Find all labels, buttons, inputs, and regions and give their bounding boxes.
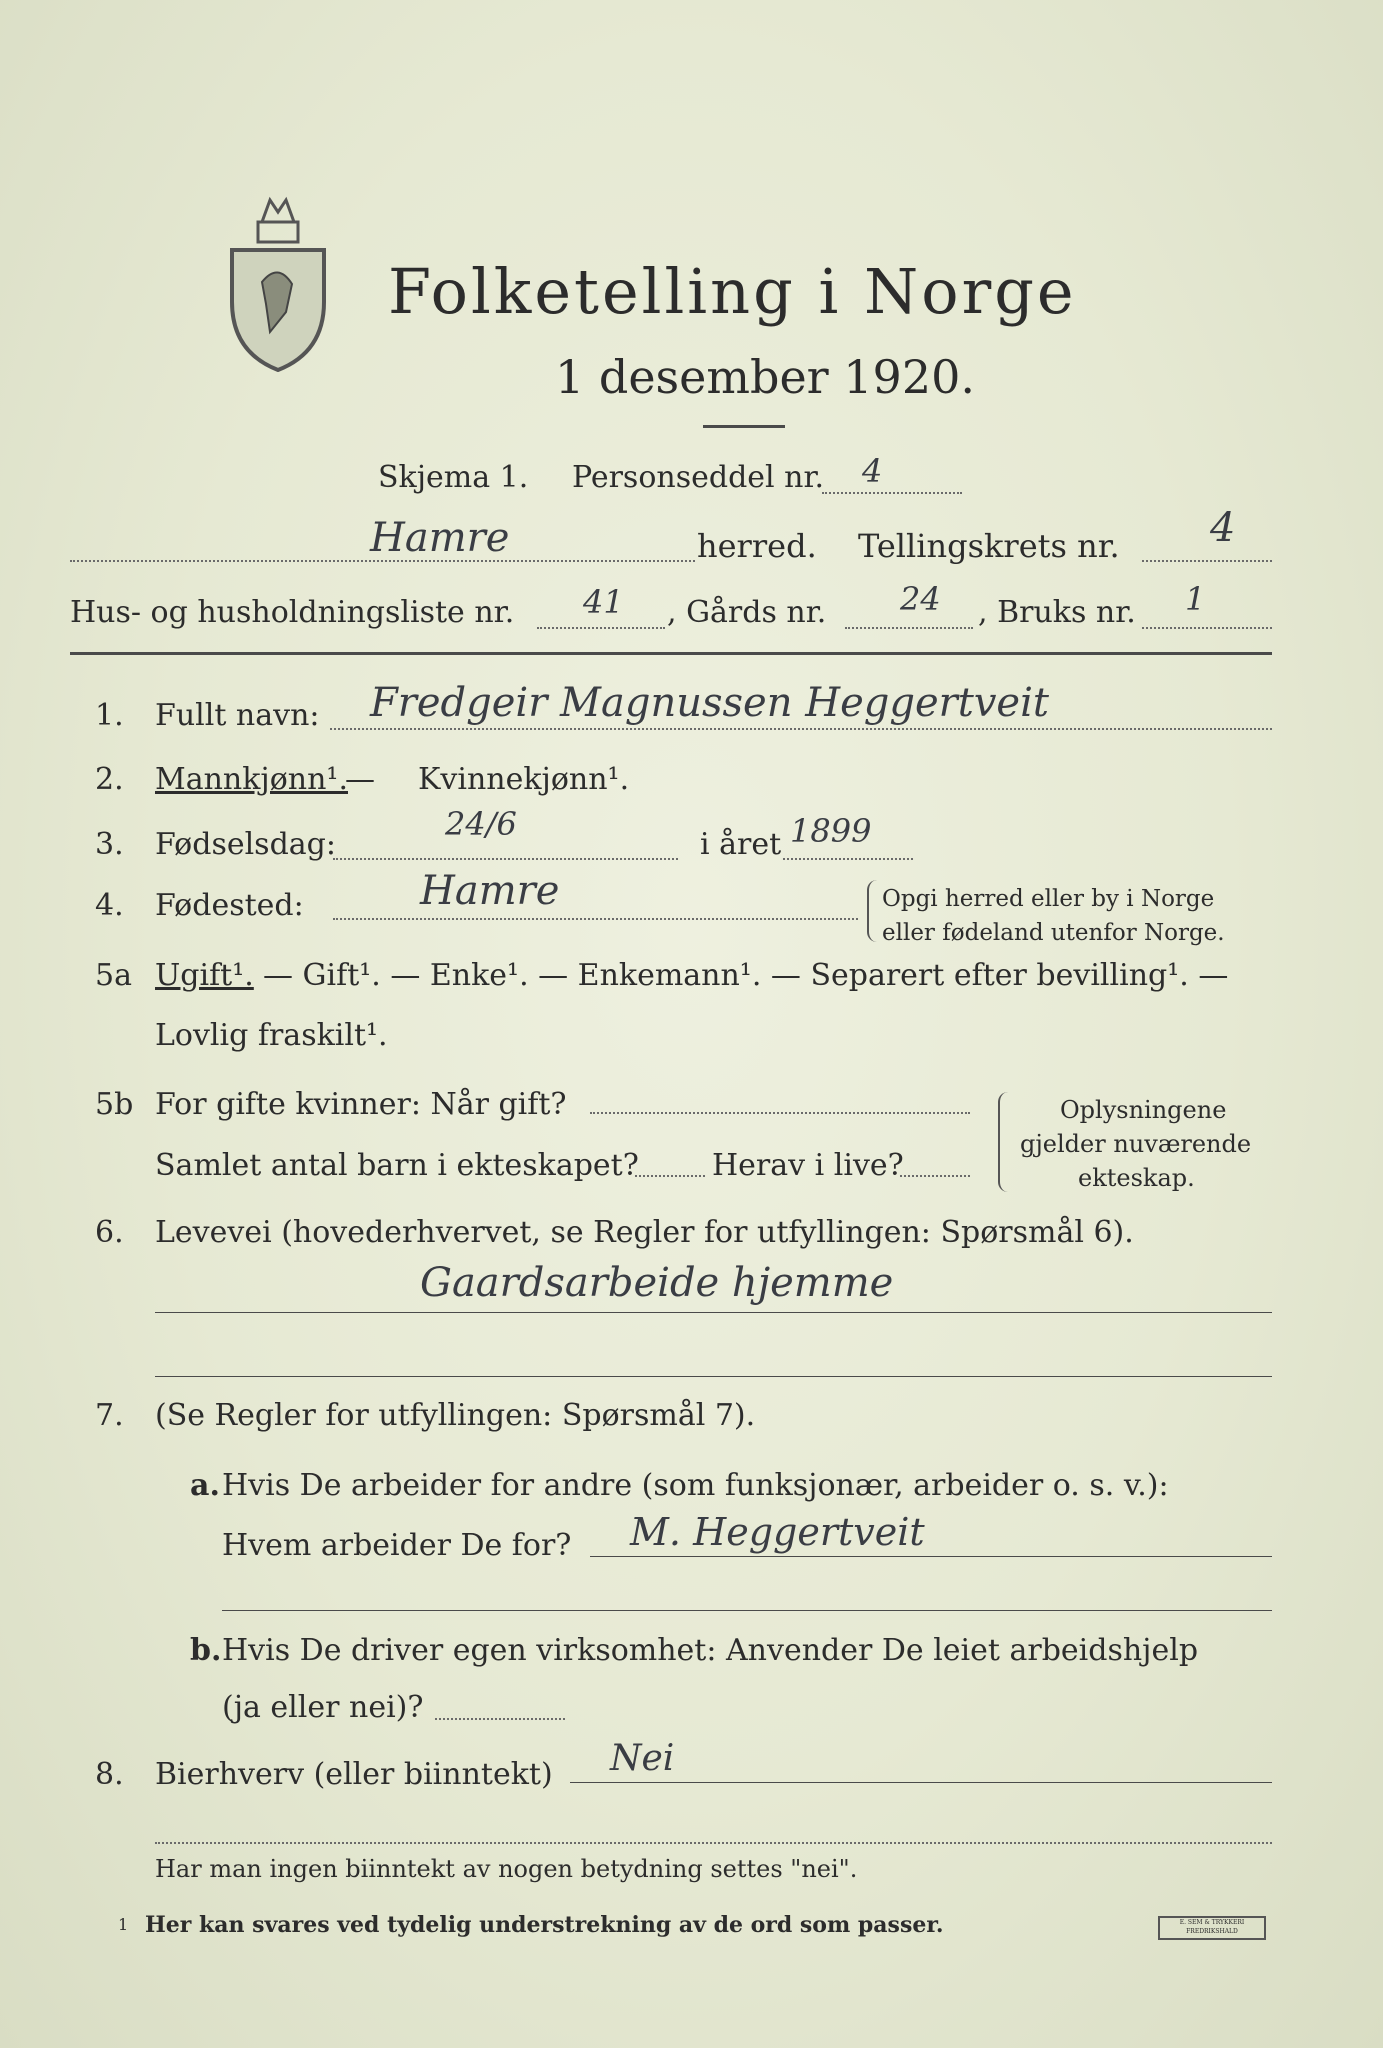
hus-field[interactable] [537, 627, 665, 629]
q8-label: Bierhverv (eller biinntekt) [155, 1757, 553, 1792]
header-divider [70, 652, 1272, 655]
gards-field[interactable] [845, 627, 973, 629]
bruks-value: 1 [1185, 580, 1206, 618]
q6-number: 6. [95, 1215, 124, 1250]
gards-value: 24 [900, 580, 941, 618]
footnote-number: 1 [118, 1915, 129, 1934]
q3-number: 3. [95, 827, 124, 862]
q5b-note-line1: Oplysningene [1060, 1096, 1227, 1124]
q6-label: Levevei (hovederhvervet, se Regler for utfyllingen: Spørsmål 6). [155, 1215, 1134, 1250]
q5b-label3: Herav i live? [712, 1148, 904, 1183]
levevei-line-1[interactable] [155, 1312, 1272, 1313]
fullt-navn-value: Fredgeir Magnussen Heggertveit [370, 680, 1049, 726]
herav-i-live-field[interactable] [900, 1175, 970, 1177]
q7-number: 7. [95, 1398, 124, 1433]
form-title: Folketelling i Norge [388, 255, 1077, 328]
bierhverv-field[interactable] [570, 1782, 1272, 1783]
levevei-value: Gaardsarbeide hjemme [420, 1260, 894, 1306]
q5b-note-line2: gjelder nuværende [1020, 1130, 1252, 1158]
bierhverv-value: Nei [610, 1738, 675, 1779]
q3-year-label: i året [700, 827, 782, 862]
q4-brace [867, 880, 877, 942]
q8-number: 8. [95, 1757, 124, 1792]
personseddel-label: Personseddel nr. [572, 460, 825, 495]
q5a-options[interactable]: — Gift¹. — Enke¹. — Enkemann¹. — Separert efter bevilling¹. — [263, 958, 1229, 993]
tellingskrets-field[interactable] [1142, 560, 1272, 562]
fullt-navn-field[interactable] [330, 728, 1272, 730]
q7a-letter: a. [190, 1468, 220, 1503]
q1-label: Fullt navn: [155, 698, 320, 733]
q2-number: 2. [95, 762, 124, 797]
year-value: 1899 [790, 812, 872, 850]
fodested-value: Hamre [420, 868, 560, 914]
q4-note-line2: eller fødeland utenfor Norge. [882, 920, 1225, 946]
arbeider-for-field[interactable] [590, 1556, 1272, 1557]
footer-divider [155, 1842, 1272, 1844]
q5b-label2: Samlet antal barn i ekteskapet? [155, 1148, 639, 1183]
personseddel-value: 4 [862, 452, 883, 490]
printer-stamp-text: E. SEM & TRYKKERI FREDRIKSHALD [1179, 1919, 1245, 1935]
herred-label: herred. [697, 527, 817, 565]
fodselsdag-value: 24/6 [445, 805, 517, 843]
hus-label: Hus- og husholdningsliste nr. [70, 595, 515, 630]
footnote-text: Her kan svares ved tydelig understrekning av de ord som passer. [145, 1912, 944, 1938]
q4-note-line1: Opgi herred eller by i Norge [882, 886, 1215, 912]
q5a-fraskilt[interactable]: Lovlig fraskilt¹. [155, 1018, 388, 1053]
personseddel-field[interactable] [822, 492, 962, 494]
arbeider-for-line-2[interactable] [222, 1610, 1272, 1611]
gards-label: , Gårds nr. [667, 595, 827, 630]
hus-value: 41 [583, 583, 624, 621]
q4-label: Fødested: [155, 888, 304, 923]
bruks-field[interactable] [1142, 627, 1272, 629]
year-field[interactable] [783, 858, 913, 860]
q7a-question: Hvem arbeider De for? [222, 1528, 572, 1563]
q4-number: 4. [95, 888, 124, 923]
q3-label: Fødselsdag: [155, 827, 336, 862]
q7a-label: Hvis De arbeider for andre (som funksjonær, arbeider o. s. v.): [222, 1468, 1169, 1503]
leiet-hjelp-field[interactable] [435, 1718, 565, 1720]
fodested-field[interactable] [333, 918, 858, 920]
bruks-label: , Bruks nr. [978, 595, 1136, 630]
q7b-letter: b. [190, 1633, 222, 1668]
arbeider-for-value: M. Heggertveit [630, 1510, 925, 1554]
q2-female[interactable]: Kvinnekjønn¹. [418, 762, 630, 797]
printer-stamp [1158, 1916, 1266, 1940]
tellingskrets-value: 4 [1210, 505, 1236, 551]
q5b-label1: For gifte kvinner: Når gift? [155, 1087, 567, 1122]
q5b-number: 5b [95, 1087, 134, 1122]
nar-gift-field[interactable] [590, 1112, 970, 1114]
q2-male[interactable]: Mannkjønn¹. [155, 762, 348, 797]
form-date: 1 desember 1920. [555, 350, 975, 404]
coat-of-arms-icon [222, 192, 334, 376]
footer-note: Har man ingen biinntekt av nogen betydning settes "nei". [155, 1855, 858, 1883]
title-divider [703, 425, 785, 428]
tellingskrets-label: Tellingskrets nr. [858, 527, 1120, 565]
q7-label: (Se Regler for utfyllingen: Spørsmål 7). [155, 1398, 756, 1433]
q5a-ugift[interactable]: Ugift¹. [155, 958, 254, 993]
herred-value: Hamre [370, 515, 510, 561]
q5b-note-line3: ekteskap. [1078, 1164, 1195, 1192]
q1-number: 1. [95, 698, 124, 733]
q2-sep: — [345, 762, 375, 797]
skjema-label: Skjema 1. [378, 460, 529, 495]
levevei-line-2[interactable] [155, 1376, 1272, 1377]
q7b-question: (ja eller nei)? [222, 1690, 424, 1725]
fodselsdag-field[interactable] [333, 858, 678, 860]
q5a-number: 5a [95, 958, 132, 993]
q7b-label: Hvis De driver egen virksomhet: Anvender De leiet arbeidshjelp [222, 1633, 1199, 1668]
q5b-brace [998, 1092, 1010, 1192]
antal-barn-field[interactable] [635, 1175, 705, 1177]
